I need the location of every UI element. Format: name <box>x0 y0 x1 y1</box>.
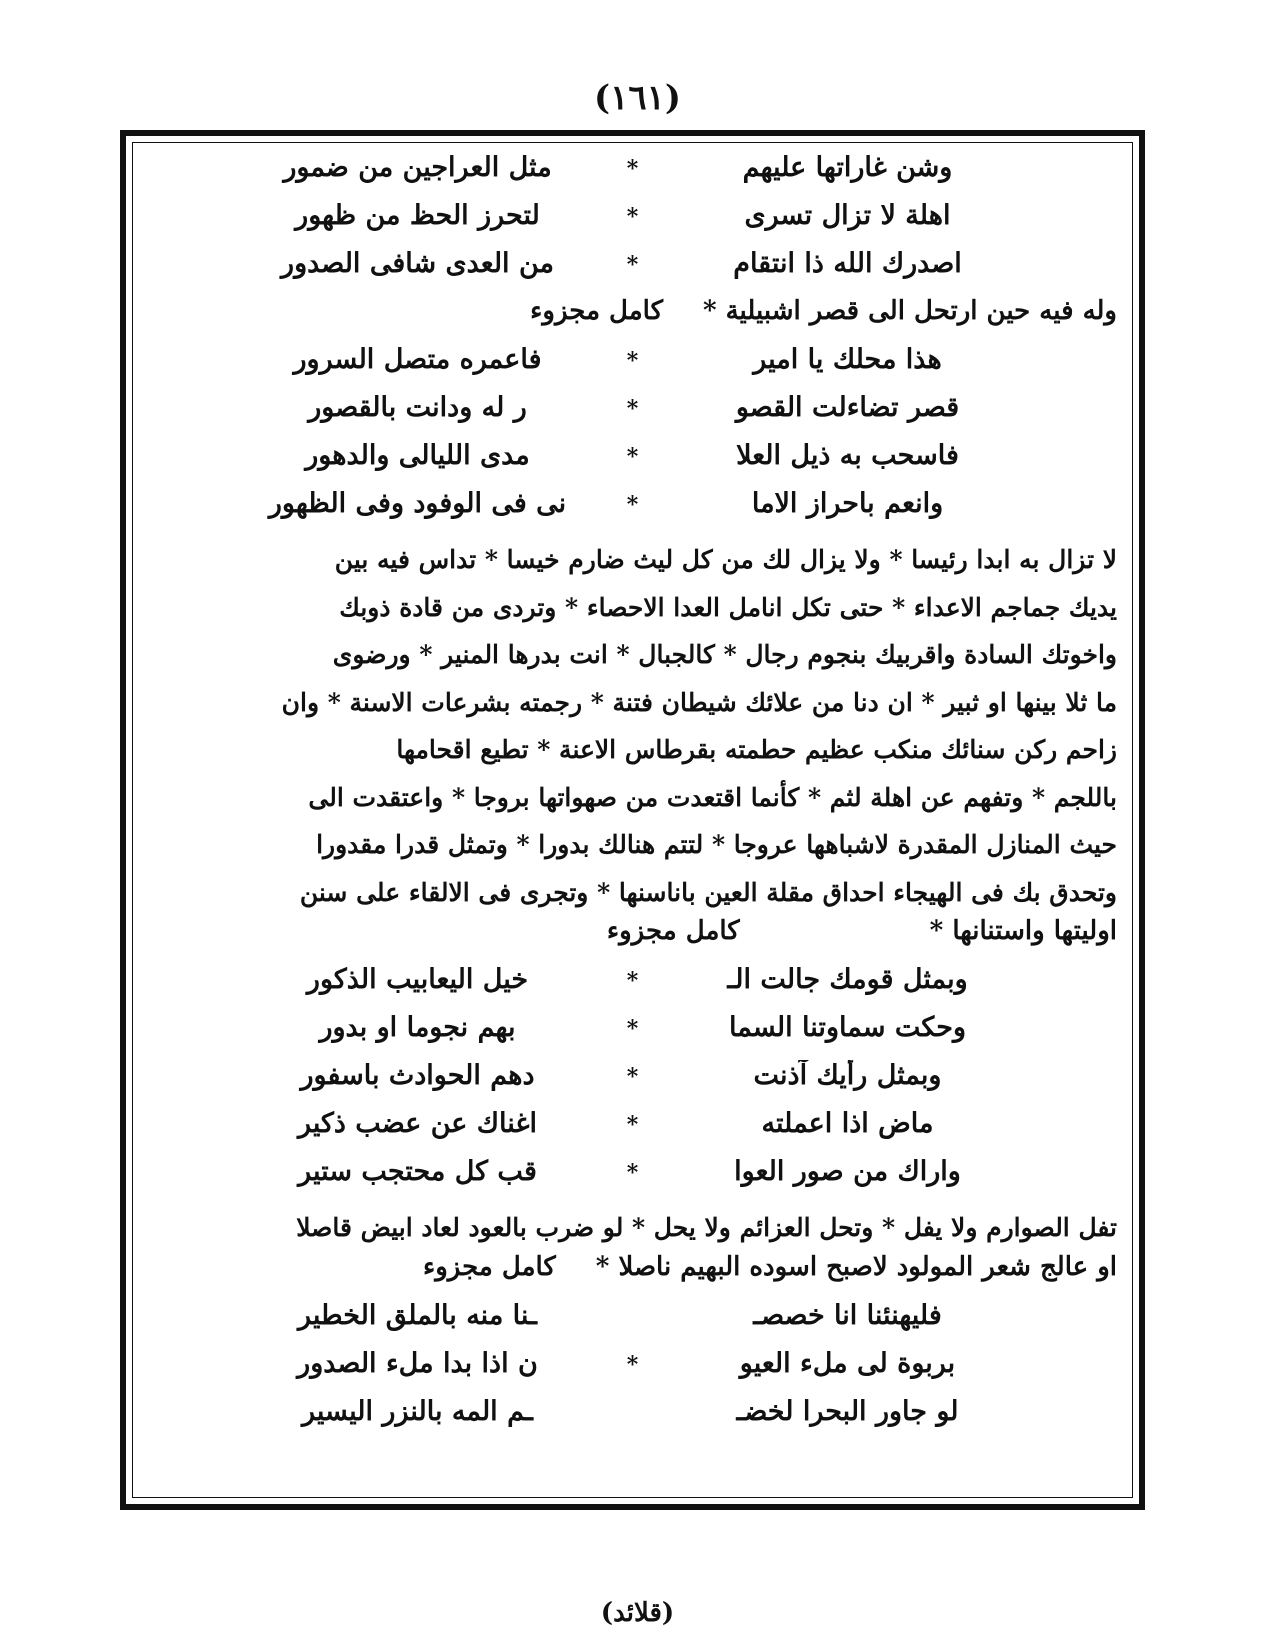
page-frame <box>120 130 1145 1510</box>
hemistich-first: اهلة لا تزال تسرى <box>744 200 951 231</box>
verse-line <box>148 1300 1117 1348</box>
prose-block <box>148 536 1117 916</box>
hemistich-first: وحكت سماوتنا السما <box>729 1012 966 1043</box>
hemistich-second: دهم الحوادث باسفور <box>300 1060 535 1091</box>
verse-line <box>148 152 1117 200</box>
prose-line: تفل الصوارم ولا يفل * وتحل العزائم ولا يحل * لو ضرب بالعود لعاد ابيض قاصلا <box>296 1213 1117 1242</box>
heading-text: وله فيه حين ارتحل الى قصر اشبيلية * <box>702 296 1117 326</box>
verse-separator: * <box>626 1112 639 1138</box>
hemistich-first: فليهنئنا انا خصصـ <box>753 1299 942 1331</box>
verse-line <box>148 1060 1117 1108</box>
verse-line <box>148 392 1117 440</box>
verse-separator: * <box>626 252 639 278</box>
prose-line: او عالج شعر المولود لاصبح اسوده البهيم ناصلا * <box>595 1251 1117 1282</box>
hemistich-second: خيل اليعابيب الذكور <box>306 964 529 995</box>
verse-separator: * <box>626 968 639 994</box>
hemistich-second: قب كل محتجب ستير <box>298 1156 537 1187</box>
verse-line <box>148 1108 1117 1156</box>
prose-line: اوليتها واستنانها * <box>929 916 1117 946</box>
catchword-footer: (قلائد) <box>600 1598 675 1628</box>
prose-line: باللجم * وتفهم عن اهلة لثم * كأنما اقتعدت من صهواتها بروجا * واعتقدت الى <box>308 782 1117 812</box>
verse-line <box>148 1156 1117 1204</box>
verse-separator: * <box>626 492 639 518</box>
prose-line: زاحم ركن سنائك منكب عظيم حطمته بقرطاس الاعنة * تطيع اقحامها <box>396 735 1117 764</box>
verse-separator: * <box>626 1160 639 1186</box>
hemistich-second: بهم نجوما او بدور <box>319 1012 516 1043</box>
hemistich-second: من العدى شافى الصدور <box>281 248 554 279</box>
hemistich-second: اغناك عن عضب ذكير <box>297 1108 538 1139</box>
meter-label: كامل مجزوء <box>530 296 663 326</box>
hemistich-first: لو جاور البحرا لخضـ <box>736 1395 959 1427</box>
prose-line: يديك جماجم الاعداء * حتى تكل انامل العدا الاحصاء * وتردى من قادة ذوبك <box>339 592 1117 622</box>
verse-line <box>148 1012 1117 1060</box>
poem-heading <box>148 1252 1117 1300</box>
verse-line <box>148 440 1117 488</box>
hemistich-second: مدى الليالى والدهور <box>305 440 530 471</box>
hemistich-second: ر له ودانت بالقصور <box>308 392 527 423</box>
hemistich-first: وبمثل رأيك آذنت <box>753 1060 942 1091</box>
hemistich-first: ماض اذا اعملته <box>761 1108 934 1139</box>
verse-line <box>148 200 1117 248</box>
verse-separator: * <box>626 1351 639 1378</box>
prose-line: حيث المنازل المقدرة لاشباهها عروجا * لتتم هنالك بدورا * وتمثل قدرا مقدورا <box>316 830 1117 859</box>
hemistich-first: وبمثل قومك جالت الـ <box>727 964 968 995</box>
prose-line: ما ثلا بينها او ثبير * ان دنا من علائك شيطان فتنة * رجمته بشرعات الاسنة * وان <box>281 687 1117 717</box>
hemistich-first: اصدرك الله ذا انتقام <box>733 248 962 279</box>
verse-separator: * <box>626 396 639 422</box>
verse-line <box>148 344 1117 392</box>
verse-line <box>148 488 1117 536</box>
verse-line <box>148 1396 1117 1444</box>
hemistich-second: ن اذا بدا ملء الصدور <box>297 1347 538 1379</box>
hemistich-second: ـنا منه بالملق الخطير <box>298 1299 537 1331</box>
verse-separator: * <box>626 156 639 182</box>
prose-line: لا تزال به ابدا رئيسا * ولا يزال لك من كل ليث ضارم خيسا * تداس فيه بين <box>334 545 1117 574</box>
hemistich-first: وشن غاراتها عليهم <box>742 152 953 183</box>
poem-heading <box>148 296 1117 344</box>
verse-line <box>148 1348 1117 1396</box>
verse-line <box>148 964 1117 1012</box>
hemistich-first: بربوة لى ملء العيو <box>739 1347 956 1379</box>
page-content <box>148 152 1117 1444</box>
verse-separator: * <box>626 204 639 230</box>
verse-separator: * <box>626 1016 639 1042</box>
hemistich-first: فاسحب به ذيل العلا <box>736 440 959 471</box>
meter-label: كامل مجزوء <box>422 1251 556 1282</box>
hemistich-first: هذا محلك يا امير <box>753 344 942 375</box>
prose-line: وتحدق بك فى الهيجاء احداق مقلة العين باناسنها * وتجرى فى الالقاء على سنن <box>299 877 1117 907</box>
hemistich-second: مثل العراجين من ضمور <box>283 152 552 183</box>
hemistich-first: قصر تضاءلت القصو <box>735 392 960 423</box>
meter-label: كامل مجزوء <box>606 916 740 946</box>
prose-block <box>148 1204 1117 1252</box>
page-number: (١٦١) <box>594 78 681 118</box>
verse-separator: * <box>626 444 639 470</box>
verse-separator: * <box>626 348 639 374</box>
poem-heading <box>148 916 1117 964</box>
hemistich-second: ـم المه بالنزر اليسير <box>302 1395 533 1427</box>
hemistich-first: واراك من صور العوا <box>734 1156 961 1187</box>
hemistich-second: نى فى الوفود وفى الظهور <box>268 488 567 519</box>
verse-separator: * <box>626 1064 639 1090</box>
hemistich-second: فاعمره متصل السرور <box>293 344 542 375</box>
verse-line <box>148 248 1117 296</box>
hemistich-second: لتحرز الحظ من ظهور <box>295 200 540 231</box>
hemistich-first: وانعم باحراز الاما <box>751 488 944 519</box>
prose-line: واخوتك السادة واقربيك بنجوم رجال * كالجبال * انت بدرها المنير * ورضوى <box>332 640 1117 669</box>
